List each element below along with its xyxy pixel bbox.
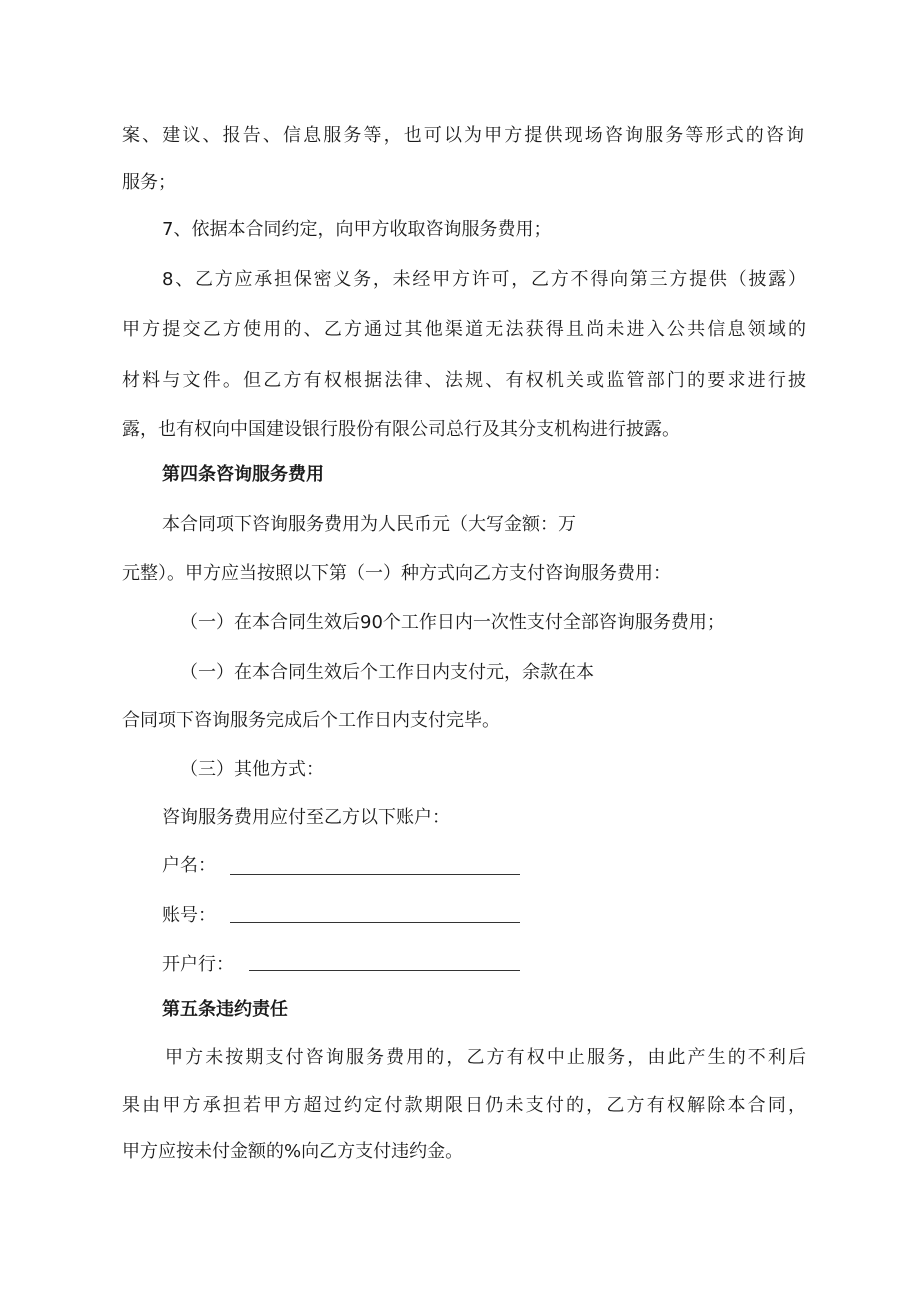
fee-amount-line-1: 本合同项下咨询服务费用为人民币元（大写金额：万 bbox=[162, 514, 576, 535]
account-number-label: 账号： bbox=[162, 905, 216, 926]
item-7: 7、依据本合同约定，向甲方收取咨询服务费用； bbox=[162, 219, 552, 240]
bank-row bbox=[162, 953, 234, 977]
article-4-title: 第四条咨询服务费用 bbox=[162, 464, 324, 485]
article-5-line-3: 甲方应按未付金额的%向乙方支付违约金。 bbox=[122, 1141, 464, 1162]
bank-label: 开户行： bbox=[162, 954, 234, 975]
item-8-line-2: 甲方提交乙方使用的、乙方通过其他渠道无法获得且尚未进入公共信息领域的 bbox=[122, 319, 806, 340]
article-5-line-1: 甲方未按期支付咨询服务费用的，乙方有权中止服务，由此产生的不利后 bbox=[165, 1047, 806, 1068]
account-number-row bbox=[162, 904, 216, 928]
payment-option-3: （三）其他方式： bbox=[180, 759, 324, 780]
payment-option-1: （一）在本合同生效后90个工作日内一次性支付全部咨询服务费用； bbox=[180, 612, 725, 633]
account-name-row bbox=[162, 854, 216, 878]
clause-continuation-line-1: 案、建议、报告、信息服务等，也可以为甲方提供现场咨询服务等形式的咨询 bbox=[122, 125, 804, 146]
account-name-label: 户名： bbox=[162, 855, 216, 876]
item-8-line-3: 材料与文件。但乙方有权根据法律、法规、有权机关或监管部门的要求进行披 bbox=[122, 370, 806, 391]
clause-continuation-line-2: 服务； bbox=[122, 172, 176, 193]
item-8-line-1: 8、乙方应承担保密义务，未经甲方许可，乙方不得向第三方提供（披露） bbox=[162, 269, 806, 290]
account-intro: 咨询服务费用应付至乙方以下账户： bbox=[162, 807, 450, 828]
payment-option-2-line-1: （一）在本合同生效后个工作日内支付元，余款在本 bbox=[180, 662, 594, 683]
account-name-blank bbox=[230, 854, 520, 875]
fee-amount-line-2: 元整）。甲方应当按照以下第（一）种方式向乙方支付咨询服务费用： bbox=[122, 563, 671, 584]
bank-blank bbox=[249, 950, 520, 971]
account-number-blank bbox=[230, 902, 520, 923]
item-8-line-4: 露，也有权向中国建设银行股份有限公司总行及其分支机构进行披露。 bbox=[122, 419, 680, 440]
article-5-line-2: 果由甲方承担若甲方超过约定付款期限日仍未支付的，乙方有权解除本合同， bbox=[122, 1095, 806, 1116]
payment-option-2-line-2: 合同项下咨询服务完成后个工作日内支付完毕。 bbox=[122, 710, 500, 731]
article-5-title: 第五条违约责任 bbox=[162, 999, 288, 1020]
